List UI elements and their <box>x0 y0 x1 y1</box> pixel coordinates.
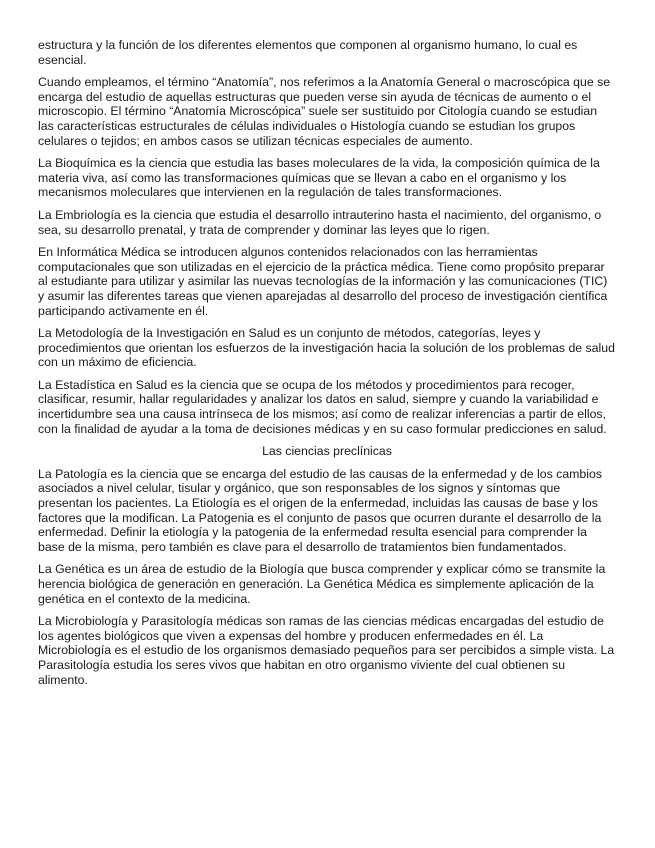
paragraph-metodologia-investigacion: La Metodología de la Investigación en Salud es un conjunto de métodos, categorías, leyes y procedimientos que orientan los esfuerzos de la investigación hacia la solución de los problemas de salud con un máximo de eficiencia. <box>38 326 615 370</box>
paragraph-anatomia: Cuando empleamos, el término “Anatomía”, nos referimos a la Anatomía General o macroscópica que se encarga del estudio de aquellas estructuras que pueden verse sin ayuda de técnicas de aumento o el microscopio. El término “Anatomía Microscópica” suele ser sustituido por Citología cuando se estudian las características estructurales de células individuales o Histología cuando se estudian los grupos celulares o tejidos; en ambos casos se utilizan técnicas especiales de aumento. <box>38 75 611 148</box>
paragraph-bioquimica: La Bioquímica es la ciencia que estudia las bases moleculares de la vida, la composición química de la materia viva, así como las transformaciones químicas que se llevan a cabo en el organismo y los mecanismos moleculares que intervienen en la regulación de tales transformaciones. <box>38 156 600 200</box>
paragraph-informatica-medica: En Informática Médica se introducen algunos contenidos relacionados con las herramientas computacionales que son utilizadas en el ejercicio de la práctica médica. Tiene como propósito preparar al estudiante para utilizar y asimilar las nuevas tecnologías de la información y las comunicaciones (TIC) y asumir las diferentes tareas que vienen aparejadas al desarrollo del proceso de investigación científica participando activamente en él. <box>38 245 608 318</box>
section-heading: Las ciencias preclínicas <box>262 444 392 459</box>
document-page <box>38 38 616 695</box>
paragraph-estadistica-salud: La Estadística en Salud es la ciencia que se ocupa de los métodos y procedimientos para recoger, clasificar, resumir, hallar regularidades y analizar los datos en salud, siempre y cuando la variabilidad e incertidumbre sea una causa intrínseca de los mismos; así como de realizar inferencias a partir de ellos, con la finalidad de ayudar a la toma de decisiones médicas y en su caso formular predicciones en salud. <box>38 377 607 436</box>
paragraph-patologia: La Patología es la ciencia que se encarga del estudio de las causas de la enfermedad y de los cambios asociados a nivel celular, tisular y orgánico, que son responsables de los signos y síntomas que presentan los pacientes. La Etiología es el origen de la enfermedad, incluidas las causas de base y los factores que la modifican. La Patogenia es el conjunto de pasos que ocurren durante el desarrollo de la enfermedad. Definir la etiología y la patogenia de la enfermedad resulta esencial para comprender la base de la misma, pero también es clave para el desarrollo de tratamientos bien fundamentados. <box>38 466 602 554</box>
paragraph-embriologia: La Embriología es la ciencia que estudia el desarrollo intrauterino hasta el nacimiento, del organismo, o sea, su desarrollo prenatal, y trata de comprender y dominar las leyes que lo rigen. <box>38 207 602 237</box>
paragraph-microbiologia: La Microbiología y Parasitología médicas son ramas de las ciencias médicas encargadas del estudio de los agentes biológicos que viven a expensas del hombre y producen enfermedades en él. La Microbiología es el estudio de los organismos demasiado pequeños para ser percibidos a simple vista. La Parasitología estudia los seres vivos que habitan en otro organismo viviente del cual obtienen su alimento. <box>38 614 615 687</box>
paragraph-genetica: La Genética es un área de estudio de la Biología que busca comprender y explicar cómo se transmite la herencia biológica de generación en generación. La Genética Médica es simplemente aplicación de la genética en el contexto de la medicina. <box>38 562 606 606</box>
paragraph-intro-continuation: estructura y la función de los diferentes elementos que componen al organismo humano, lo cual es esencial. <box>38 38 578 67</box>
